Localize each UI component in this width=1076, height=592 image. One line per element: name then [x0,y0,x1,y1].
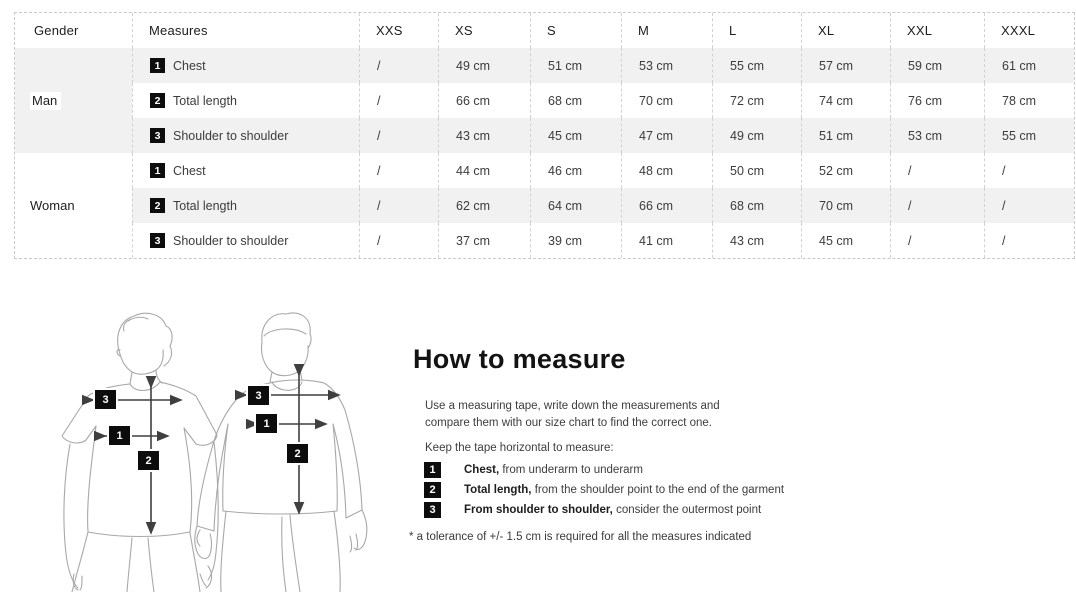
figures-illustration [50,308,370,592]
gender-cell-man [15,48,132,153]
size-value-cell: 64 cm [530,188,621,223]
intro-line-1: Use a measuring tape, write down the measurements and [425,400,720,412]
measure-label: Total length [173,93,237,108]
size-chart-table [14,12,1075,259]
size-value-cell: 62 cm [438,188,530,223]
figure-badge-shoulder: 3 [95,390,116,409]
column-header-l: L [712,13,801,48]
tolerance-footnote: * a tolerance of +/- 1.5 cm is required for all the measures indicated [409,531,752,543]
size-value-cell: / [359,188,438,223]
measurement-figures [50,308,370,592]
step-text [464,504,761,516]
size-value-cell: 78 cm [984,83,1074,118]
figure-badge-shoulder: 3 [248,386,269,405]
measure-step [424,460,893,480]
size-value-cell: / [359,153,438,188]
step-rest: from the shoulder point to the end of the garment [531,484,785,496]
size-value-cell: 68 cm [712,188,801,223]
size-value-cell: 55 cm [712,48,801,83]
size-value-cell: / [890,223,984,258]
size-value-cell: / [359,48,438,83]
column-header-s: S [530,13,621,48]
size-value-cell: / [890,188,984,223]
measure-label: Chest [173,163,206,178]
step-number-badge: 2 [424,482,441,498]
measure-label-cell [132,188,359,223]
measure-label: Chest [173,58,206,73]
size-value-cell: 53 cm [621,48,712,83]
measure-number-badge: 2 [150,198,165,213]
step-text [464,484,784,496]
measure-step [424,500,893,520]
step-text [464,464,643,476]
step-rest: consider the outermost point [612,504,762,516]
size-value-cell: 68 cm [530,83,621,118]
column-header-xl: XL [801,13,890,48]
column-header-xxs: XXS [359,13,438,48]
size-value-cell: 49 cm [438,48,530,83]
measure-number-badge: 3 [150,128,165,143]
measure-number-badge: 1 [150,58,165,73]
size-value-cell: 61 cm [984,48,1074,83]
size-value-cell: 46 cm [530,153,621,188]
keep-tape-line: Keep the tape horizontal to measure: [425,442,614,454]
size-value-cell: 52 cm [801,153,890,188]
measure-steps-list [424,460,893,520]
measure-label-cell [132,48,359,83]
step-bold: From shoulder to shoulder, [464,504,613,516]
column-header-gender: Gender [34,23,79,38]
figure-badge-chest: 1 [109,426,130,445]
size-value-cell: 44 cm [438,153,530,188]
size-value-cell: 51 cm [801,118,890,153]
size-value-cell: 70 cm [621,83,712,118]
gender-cell-woman [15,153,132,258]
gender-label: Man [30,92,61,110]
size-value-cell: 74 cm [801,83,890,118]
column-header-xxl: XXL [890,13,984,48]
size-value-cell: 51 cm [530,48,621,83]
size-value-cell: 43 cm [438,118,530,153]
step-bold: Chest, [464,464,500,476]
size-value-cell: 59 cm [890,48,984,83]
size-value-cell: / [984,188,1074,223]
size-value-cell: 39 cm [530,223,621,258]
measure-number-badge: 1 [150,163,165,178]
size-value-cell: / [359,223,438,258]
size-value-cell: 66 cm [621,188,712,223]
measure-number-badge: 2 [150,93,165,108]
step-number-badge: 3 [424,502,441,518]
size-value-cell: 72 cm [712,83,801,118]
size-value-cell: 43 cm [712,223,801,258]
step-number-badge: 1 [424,462,441,478]
size-value-cell: 66 cm [438,83,530,118]
step-rest: from underarm to underarm [499,464,643,476]
column-header-xxxl: XXXL [984,13,1074,48]
size-value-cell: 48 cm [621,153,712,188]
measure-label: Shoulder to shoulder [173,233,289,248]
how-to-measure-section [409,344,893,543]
figure-badge-chest: 1 [256,414,277,433]
figure-badge-length: 2 [138,451,159,470]
column-header-measures: Measures [132,13,359,48]
step-bold: Total length, [464,484,532,496]
measure-step [424,480,893,500]
measure-label-cell [132,83,359,118]
column-header-xs: XS [438,13,530,48]
size-value-cell: 57 cm [801,48,890,83]
measure-label: Total length [173,198,237,213]
measure-label-cell [132,153,359,188]
section-title: How to measure [413,344,626,374]
column-header-m: M [621,13,712,48]
gender-label: Woman [30,198,75,213]
size-value-cell: / [984,153,1074,188]
measure-number-badge: 3 [150,233,165,248]
measure-label: Shoulder to shoulder [173,128,289,143]
size-value-cell: 55 cm [984,118,1074,153]
size-value-cell: 49 cm [712,118,801,153]
size-value-cell: 45 cm [801,223,890,258]
measure-label-cell [132,223,359,258]
size-value-cell: 47 cm [621,118,712,153]
size-value-cell: / [359,83,438,118]
size-value-cell: 76 cm [890,83,984,118]
size-value-cell: 45 cm [530,118,621,153]
size-value-cell: 41 cm [621,223,712,258]
size-value-cell: / [890,153,984,188]
size-value-cell: / [984,223,1074,258]
intro-paragraph [425,398,893,431]
size-value-cell: 37 cm [438,223,530,258]
size-value-cell: 50 cm [712,153,801,188]
intro-line-2: compare them with our size chart to find the correct one. [425,416,712,429]
size-value-cell: 53 cm [890,118,984,153]
figure-badge-length: 2 [287,444,308,463]
size-value-cell: / [359,118,438,153]
size-value-cell: 70 cm [801,188,890,223]
measure-label-cell [132,118,359,153]
